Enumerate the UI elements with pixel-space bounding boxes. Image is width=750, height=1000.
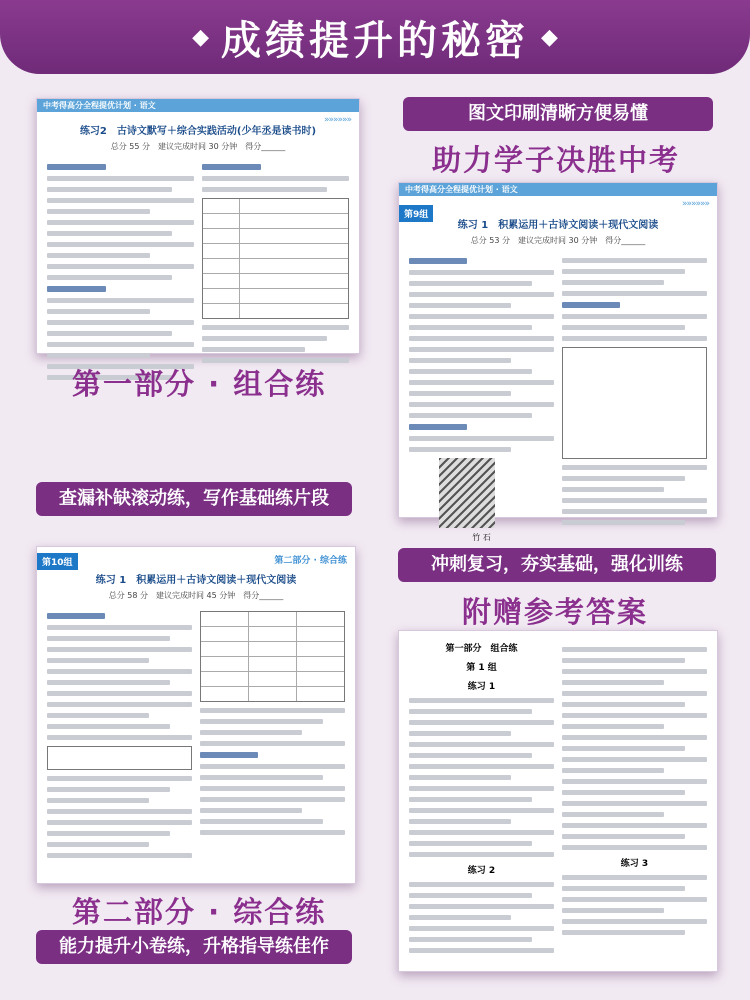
right-column — [202, 158, 349, 386]
diamond-left-icon: ◆ — [192, 24, 209, 50]
sample-page-2 — [398, 182, 718, 542]
page-columns — [399, 252, 717, 543]
page-header-band: 中考得高分全程提优计划 · 语文 — [37, 99, 359, 112]
answer-group: 第 1 组 — [466, 663, 497, 673]
group-tab: 第9组 — [399, 205, 433, 222]
top-banner — [0, 0, 750, 74]
page-header-band: 中考得高分全程提优计划 · 语文 — [399, 183, 717, 196]
banner-title: 成绩提升的秘密 — [221, 17, 529, 64]
bamboo-painting-image — [439, 458, 495, 528]
page-columns — [37, 607, 355, 864]
exercise-meta: 总分 53 分 建议完成时间 30 分钟 得分______ — [470, 236, 646, 245]
exercise-heading: 练习 1 积累运用＋古诗文阅读＋现代文阅读 — [457, 220, 659, 231]
exercise-heading: 练习2 古诗文默写＋综合实践活动(少年丞是读书时) — [79, 126, 317, 137]
part1-desc-pill: 查漏补缺滚动练，写作基础练片段 — [36, 482, 352, 516]
part2-desc-pill: 能力提升小卷练，升格指导练佳作 — [36, 930, 352, 964]
panel2-headline: 助力学子决胜中考 — [432, 143, 681, 177]
part-tag: 第二部分 · 综合练 — [274, 556, 347, 566]
panel2-top-pill: 图文印刷清晰方便易懂 — [403, 97, 713, 131]
chevron-decor-icon: »»»»»» — [323, 115, 351, 125]
answer-ex3: 练习 3 — [620, 859, 649, 869]
exercise-meta: 总分 58 分 建议完成时间 45 分钟 得分______ — [108, 591, 284, 600]
answer-part-heading: 第一部分 组合练 — [445, 644, 518, 654]
group-tab: 第10组 — [37, 553, 78, 570]
answer-ex2: 练习 2 — [467, 866, 496, 876]
part1-title: 第一部分 · 组合练 — [72, 367, 327, 401]
left-column — [47, 158, 194, 386]
sample-page-1 — [36, 98, 360, 354]
exercise-meta: 总分 55 分 建议完成时间 30 分钟 得分______ — [110, 142, 286, 151]
left-column — [409, 252, 554, 543]
sample-page-3 — [36, 546, 356, 884]
exercise-heading: 练习 1 积累运用＋古诗文阅读＋现代文阅读 — [95, 575, 297, 586]
chevron-decor-icon: »»»»»» — [681, 199, 709, 209]
left-column — [409, 641, 554, 959]
right-column — [562, 641, 707, 959]
page-columns — [37, 158, 359, 386]
survey-table — [200, 611, 345, 702]
grid-box — [47, 746, 192, 770]
content-table — [202, 198, 349, 319]
part2-title: 第二部分 · 综合练 — [72, 895, 327, 929]
answer-ex1: 练习 1 — [467, 682, 496, 692]
char-box — [562, 347, 707, 459]
right-column — [562, 252, 707, 543]
page-columns — [399, 631, 717, 959]
panel4-headline: 附赠参考答案 — [462, 595, 649, 629]
diamond-right-icon: ◆ — [541, 24, 558, 50]
left-column — [47, 607, 192, 864]
right-column — [200, 607, 345, 864]
panel4-top-pill: 冲刺复习，夯实基础，强化训练 — [398, 548, 716, 582]
image-caption: 竹 石 — [472, 533, 491, 542]
answer-page — [398, 630, 718, 972]
